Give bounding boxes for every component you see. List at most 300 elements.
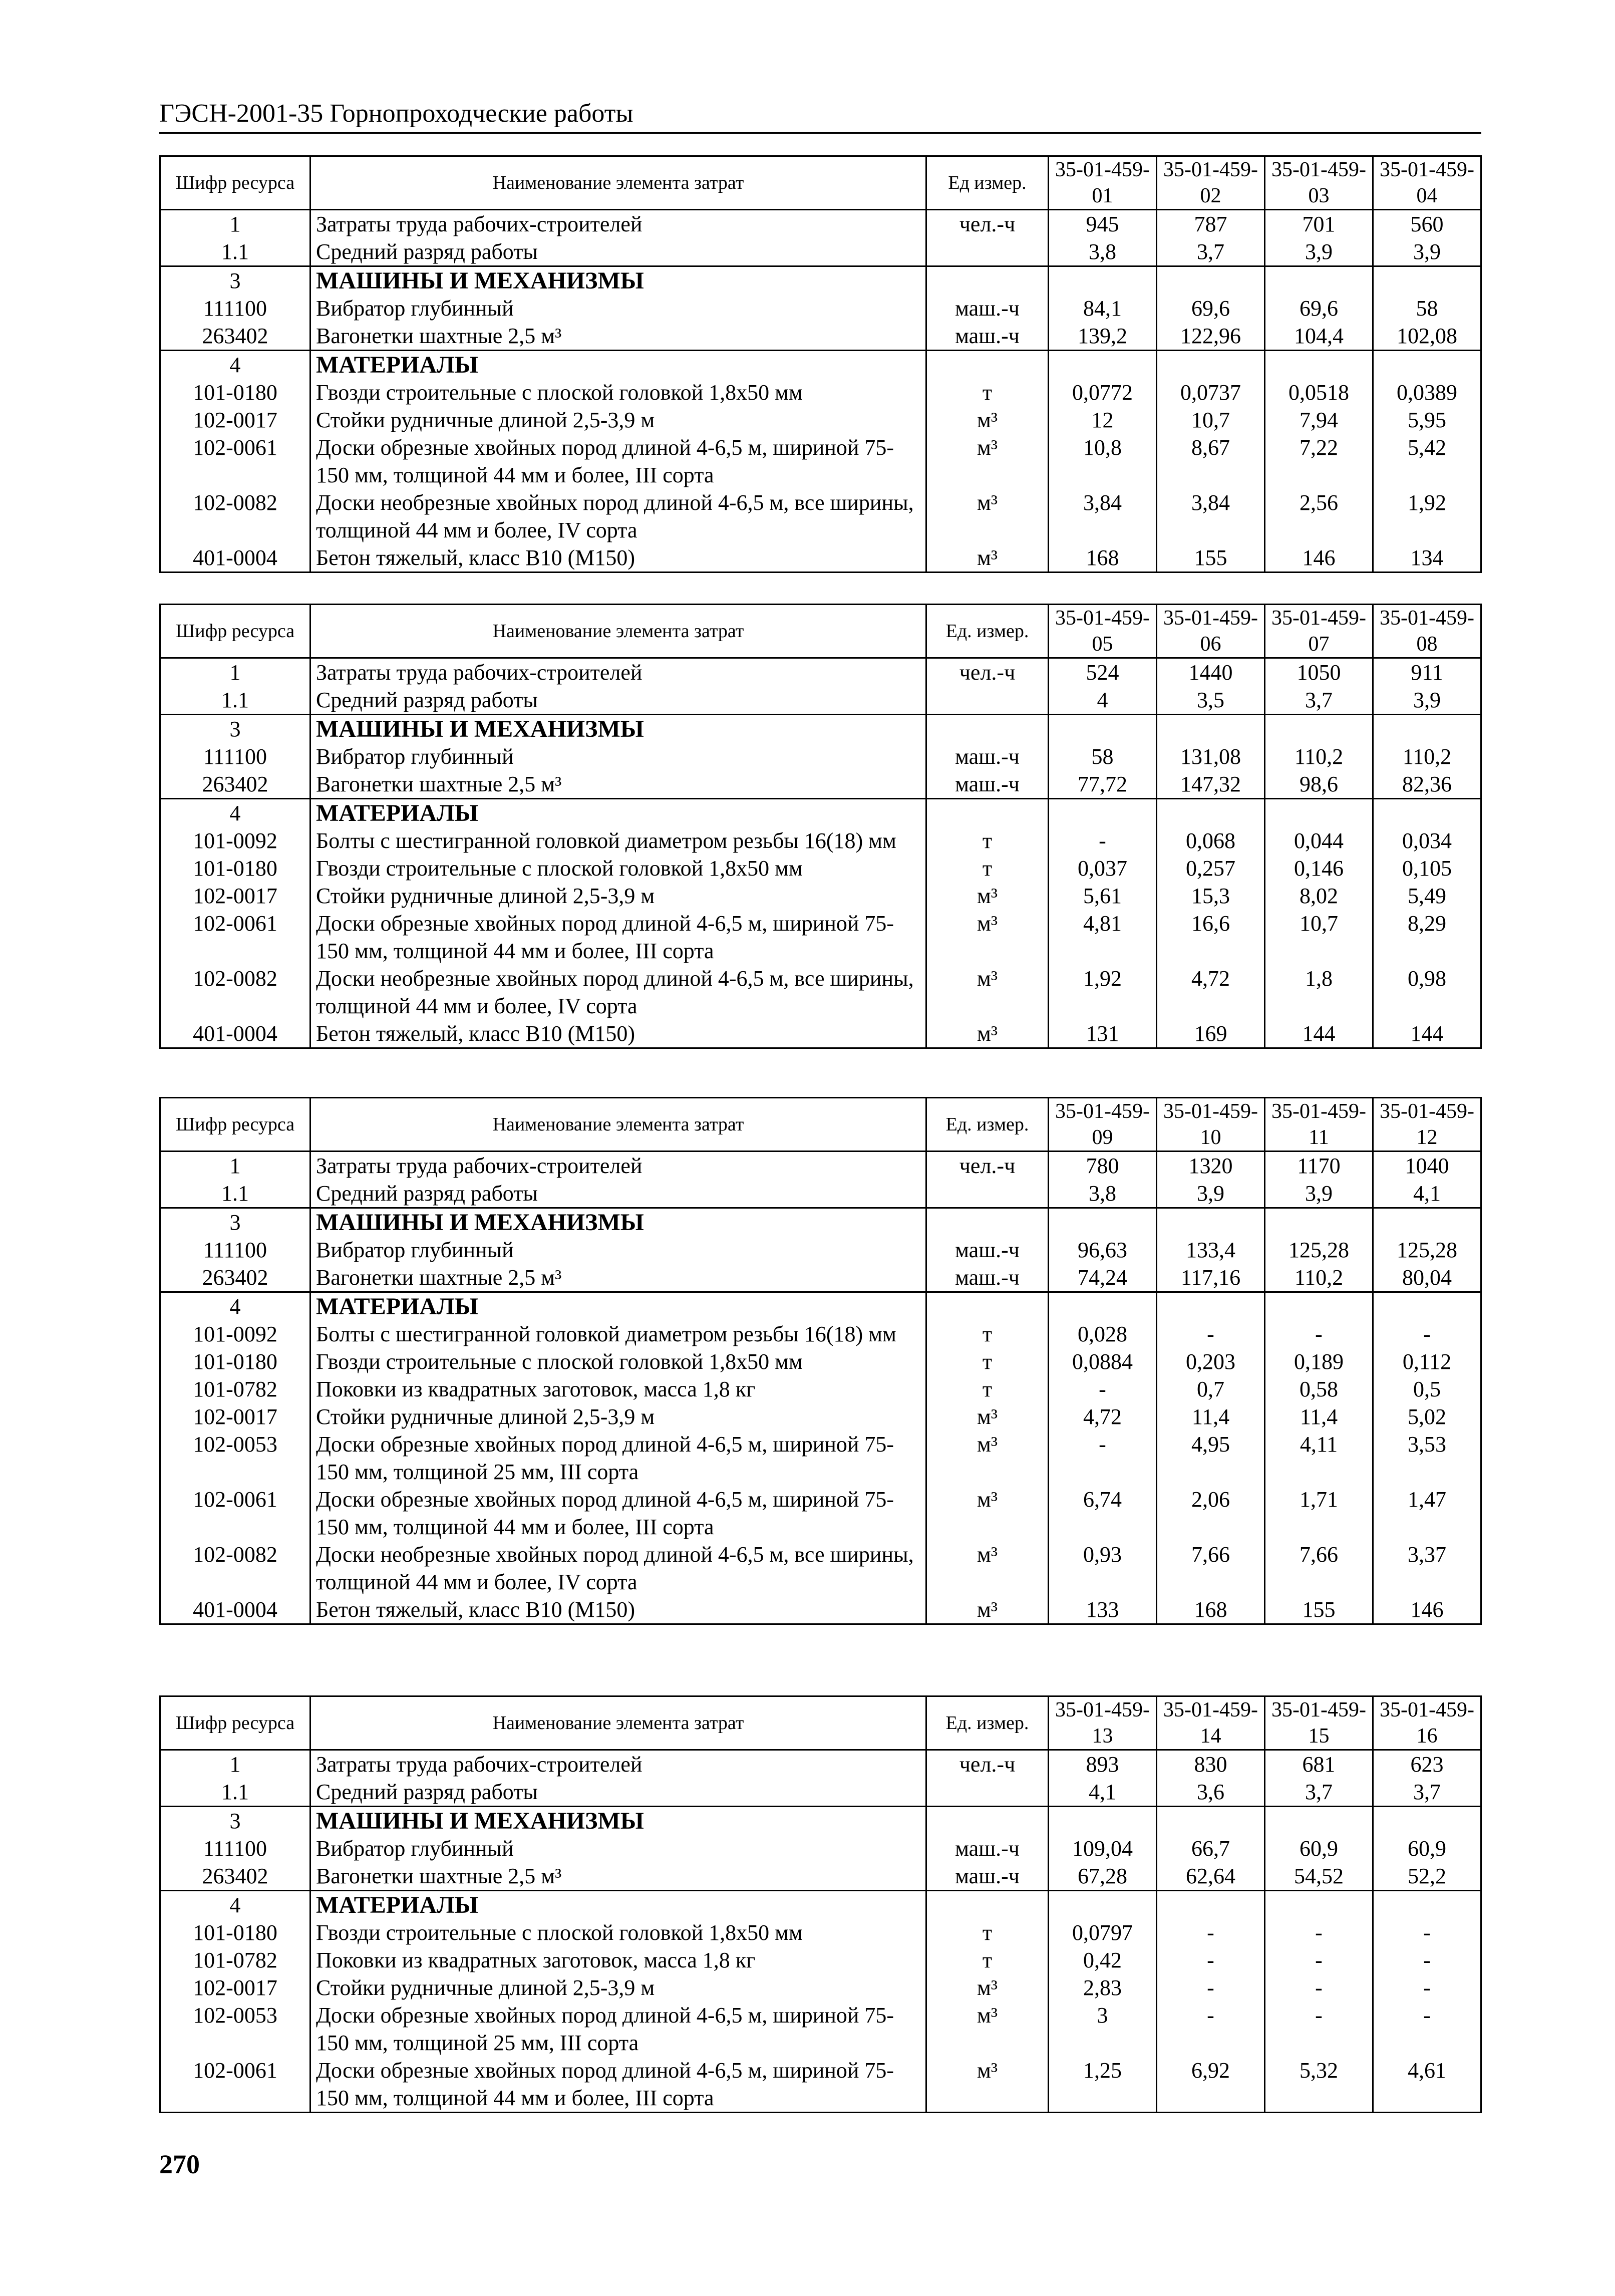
section-row xyxy=(160,799,1481,827)
resource-table-1 xyxy=(159,155,1482,573)
table-body xyxy=(160,1152,1481,1624)
unit-cell: м³ xyxy=(926,2001,1049,2057)
value-cell: 98,6 xyxy=(1265,770,1373,799)
resource-code: 3 xyxy=(160,1807,310,1835)
table-row xyxy=(160,1152,1481,1180)
resource-name: Доски обрезные хвойных пород длиной 4-6,5 м, шириной 75-150 мм, толщиной 44 мм и более, III сорта xyxy=(310,1486,926,1541)
resource-code: 111100 xyxy=(160,1236,310,1264)
value-cell: 0,203 xyxy=(1157,1348,1265,1375)
value-cell: 60,9 xyxy=(1265,1835,1373,1862)
value-cell: 0,0518 xyxy=(1265,379,1373,406)
table-row xyxy=(160,910,1481,965)
table-row xyxy=(160,1541,1481,1596)
value-cell: 0,146 xyxy=(1265,854,1373,882)
value-cell xyxy=(1049,1891,1157,1919)
unit-cell: маш.-ч xyxy=(926,770,1049,799)
unit-cell: т xyxy=(926,1320,1049,1348)
value-cell: 125,28 xyxy=(1265,1236,1373,1264)
column-header-unit: Ед измер. xyxy=(926,156,1049,210)
value-cell: 3,8 xyxy=(1049,1180,1157,1208)
unit-cell: маш.-ч xyxy=(926,1835,1049,1862)
section-title: МАТЕРИАЛЫ xyxy=(310,1292,926,1321)
unit-cell: т xyxy=(926,854,1049,882)
value-cell: 168 xyxy=(1157,1596,1265,1624)
value-cell: 110,2 xyxy=(1265,1264,1373,1292)
resource-name: Поковки из квадратных заготовок, масса 1,8 кг xyxy=(310,1375,926,1403)
table-row xyxy=(160,827,1481,854)
value-cell: 147,32 xyxy=(1157,770,1265,799)
resource-code: 3 xyxy=(160,1208,310,1237)
value-cell: 2,83 xyxy=(1049,1974,1157,2001)
unit-cell: м³ xyxy=(926,1430,1049,1486)
unit-cell: м³ xyxy=(926,965,1049,1020)
unit-cell: м³ xyxy=(926,406,1049,434)
resource-name: Стойки рудничные длиной 2,5-3,9 м xyxy=(310,406,926,434)
value-cell: 701 xyxy=(1265,210,1373,238)
section-row xyxy=(160,351,1481,379)
value-cell xyxy=(1373,351,1481,379)
value-cell: 3,6 xyxy=(1157,1778,1265,1807)
value-cell xyxy=(1049,1208,1157,1237)
resource-code: 101-0092 xyxy=(160,1320,310,1348)
resource-name: Вибратор глубинный xyxy=(310,1236,926,1264)
unit-cell: м³ xyxy=(926,1596,1049,1624)
value-cell: 911 xyxy=(1373,658,1481,687)
value-cell: 109,04 xyxy=(1049,1835,1157,1862)
resource-name: Болты с шестигранной головкой диаметром резьбы 16(18) мм xyxy=(310,827,926,854)
resource-code: 102-0017 xyxy=(160,406,310,434)
value-cell: 5,32 xyxy=(1265,2057,1373,2113)
unit-cell: чел.-ч xyxy=(926,210,1049,238)
column-header-code: Шифр ресурса xyxy=(160,1696,310,1750)
table-row xyxy=(160,1596,1481,1624)
value-cell: - xyxy=(1373,1946,1481,1974)
value-cell xyxy=(1265,799,1373,827)
value-cell xyxy=(1157,1208,1265,1237)
table-row xyxy=(160,1320,1481,1348)
value-cell: - xyxy=(1049,1430,1157,1486)
unit-cell: т xyxy=(926,1919,1049,1946)
value-cell: 4,1 xyxy=(1049,1778,1157,1807)
unit-cell: маш.-ч xyxy=(926,1264,1049,1292)
unit-cell: м³ xyxy=(926,434,1049,489)
value-cell: 0,068 xyxy=(1157,827,1265,854)
column-header-norm-code: 35-01-459-04 xyxy=(1373,156,1481,210)
resource-name: Доски обрезные хвойных пород длиной 4-6,5 м, шириной 75-150 мм, толщиной 44 мм и более, III сорта xyxy=(310,910,926,965)
unit-cell xyxy=(926,266,1049,295)
value-cell: 3,9 xyxy=(1373,686,1481,715)
resource-code: 1.1 xyxy=(160,1180,310,1208)
value-cell xyxy=(1049,799,1157,827)
value-cell: 0,7 xyxy=(1157,1375,1265,1403)
resource-name: Средний разряд работы xyxy=(310,1180,926,1208)
resource-code: 102-0061 xyxy=(160,434,310,489)
value-cell: 5,95 xyxy=(1373,406,1481,434)
resource-code: 3 xyxy=(160,715,310,743)
value-cell: 0,98 xyxy=(1373,965,1481,1020)
value-cell xyxy=(1157,1891,1265,1919)
value-cell: 66,7 xyxy=(1157,1835,1265,1862)
resource-code: 101-0092 xyxy=(160,827,310,854)
document-title: ГЭСН-2001-35 Горнопроходческие работы xyxy=(159,99,633,128)
header-row xyxy=(160,1696,1481,1750)
table-row xyxy=(160,1020,1481,1048)
value-cell: 6,74 xyxy=(1049,1486,1157,1541)
table-row xyxy=(160,238,1481,266)
value-cell: 0,93 xyxy=(1049,1541,1157,1596)
header-row xyxy=(160,1098,1481,1152)
resource-name: Затраты труда рабочих-строителей xyxy=(310,210,926,238)
unit-cell: м³ xyxy=(926,882,1049,910)
column-header-code: Шифр ресурса xyxy=(160,156,310,210)
resource-name: Затраты труда рабочих-строителей xyxy=(310,1750,926,1779)
unit-cell: м³ xyxy=(926,1541,1049,1596)
value-cell: - xyxy=(1373,1320,1481,1348)
value-cell: 102,08 xyxy=(1373,322,1481,351)
resource-code: 4 xyxy=(160,351,310,379)
table-row xyxy=(160,1348,1481,1375)
value-cell: 5,61 xyxy=(1049,882,1157,910)
table-row xyxy=(160,1375,1481,1403)
value-cell: 1320 xyxy=(1157,1152,1265,1180)
resource-code: 102-0017 xyxy=(160,1974,310,2001)
value-cell: 11,4 xyxy=(1265,1403,1373,1430)
resource-code: 102-0061 xyxy=(160,2057,310,2113)
value-cell: 3,53 xyxy=(1373,1430,1481,1486)
value-cell: 67,28 xyxy=(1049,1862,1157,1891)
value-cell: 681 xyxy=(1265,1750,1373,1779)
value-cell: 168 xyxy=(1049,544,1157,572)
resource-code: 263402 xyxy=(160,770,310,799)
value-cell: 0,42 xyxy=(1049,1946,1157,1974)
resource-code: 102-0017 xyxy=(160,1403,310,1430)
value-cell: 8,67 xyxy=(1157,434,1265,489)
column-header-unit: Ед. измер. xyxy=(926,1696,1049,1750)
value-cell: 2,06 xyxy=(1157,1486,1265,1541)
table-row xyxy=(160,1486,1481,1541)
value-cell: 893 xyxy=(1049,1750,1157,1779)
table-body xyxy=(160,1750,1481,2113)
resource-code: 101-0782 xyxy=(160,1375,310,1403)
value-cell: 117,16 xyxy=(1157,1264,1265,1292)
value-cell: - xyxy=(1157,1320,1265,1348)
resource-code: 111100 xyxy=(160,1835,310,1862)
unit-cell xyxy=(926,1208,1049,1237)
value-cell: 3,9 xyxy=(1373,238,1481,266)
value-cell: 77,72 xyxy=(1049,770,1157,799)
value-cell xyxy=(1373,1208,1481,1237)
value-cell: 1050 xyxy=(1265,658,1373,687)
value-cell: 4,95 xyxy=(1157,1430,1265,1486)
value-cell: 54,52 xyxy=(1265,1862,1373,1891)
value-cell: 3,8 xyxy=(1049,238,1157,266)
page-header xyxy=(159,98,1481,134)
value-cell: 125,28 xyxy=(1373,1236,1481,1264)
value-cell: 3,37 xyxy=(1373,1541,1481,1596)
unit-cell: чел.-ч xyxy=(926,1152,1049,1180)
value-cell: 0,0737 xyxy=(1157,379,1265,406)
section-title: МАШИНЫ И МЕХАНИЗМЫ xyxy=(310,715,926,743)
value-cell: 4,1 xyxy=(1373,1180,1481,1208)
resource-name: Гвозди строительные с плоской головкой 1,8х50 мм xyxy=(310,1348,926,1375)
section-row xyxy=(160,266,1481,295)
value-cell: 8,02 xyxy=(1265,882,1373,910)
value-cell: 560 xyxy=(1373,210,1481,238)
resource-code: 263402 xyxy=(160,1862,310,1891)
resource-code: 111100 xyxy=(160,295,310,322)
value-cell: 3,7 xyxy=(1373,1778,1481,1807)
value-cell: 4,61 xyxy=(1373,2057,1481,2113)
table-row xyxy=(160,1180,1481,1208)
page-number: 270 xyxy=(159,2149,200,2179)
resource-name: Вагонетки шахтные 2,5 м³ xyxy=(310,1264,926,1292)
value-cell xyxy=(1265,266,1373,295)
value-cell: 4,11 xyxy=(1265,1430,1373,1486)
resource-name: Затраты труда рабочих-строителей xyxy=(310,658,926,687)
table-header xyxy=(160,605,1481,658)
value-cell: 0,112 xyxy=(1373,1348,1481,1375)
column-header-norm-code: 35-01-459-06 xyxy=(1157,605,1265,658)
table-row xyxy=(160,1750,1481,1779)
value-cell xyxy=(1157,266,1265,295)
value-cell xyxy=(1373,1891,1481,1919)
value-cell: 74,24 xyxy=(1049,1264,1157,1292)
column-header-norm-code: 35-01-459-16 xyxy=(1373,1696,1481,1750)
value-cell: 15,3 xyxy=(1157,882,1265,910)
unit-cell: м³ xyxy=(926,910,1049,965)
column-header-name: Наименование элемента затрат xyxy=(310,1696,926,1750)
table-row xyxy=(160,406,1481,434)
unit-cell: маш.-ч xyxy=(926,322,1049,351)
value-cell: 787 xyxy=(1157,210,1265,238)
table-row xyxy=(160,854,1481,882)
table-header xyxy=(160,1098,1481,1152)
table-row xyxy=(160,1236,1481,1264)
resource-code: 102-0082 xyxy=(160,965,310,1020)
resource-code: 102-0061 xyxy=(160,910,310,965)
value-cell: - xyxy=(1373,2001,1481,2057)
value-cell: - xyxy=(1373,1919,1481,1946)
resource-code: 101-0782 xyxy=(160,1946,310,1974)
value-cell xyxy=(1157,1292,1265,1321)
table-row xyxy=(160,210,1481,238)
value-cell: 3,7 xyxy=(1265,1778,1373,1807)
value-cell: 6,92 xyxy=(1157,2057,1265,2113)
unit-cell xyxy=(926,1778,1049,1807)
table-row xyxy=(160,295,1481,322)
resource-name: Стойки рудничные длиной 2,5-3,9 м xyxy=(310,1974,926,2001)
unit-cell: маш.-ч xyxy=(926,1236,1049,1264)
value-cell: 1,71 xyxy=(1265,1486,1373,1541)
unit-cell xyxy=(926,351,1049,379)
value-cell: 4 xyxy=(1049,686,1157,715)
value-cell: 131 xyxy=(1049,1020,1157,1048)
resource-name: Болты с шестигранной головкой диаметром резьбы 16(18) мм xyxy=(310,1320,926,1348)
unit-cell xyxy=(926,715,1049,743)
resource-code: 101-0180 xyxy=(160,379,310,406)
value-cell: 52,2 xyxy=(1373,1862,1481,1891)
unit-cell: т xyxy=(926,379,1049,406)
resource-code: 3 xyxy=(160,266,310,295)
value-cell: - xyxy=(1265,1919,1373,1946)
table-row xyxy=(160,2001,1481,2057)
value-cell xyxy=(1049,1292,1157,1321)
value-cell: - xyxy=(1049,827,1157,854)
table-row xyxy=(160,965,1481,1020)
column-header-code: Шифр ресурса xyxy=(160,1098,310,1152)
table-row xyxy=(160,1403,1481,1430)
resource-code: 401-0004 xyxy=(160,544,310,572)
value-cell: - xyxy=(1049,1375,1157,1403)
table-row xyxy=(160,882,1481,910)
value-cell: 122,96 xyxy=(1157,322,1265,351)
resource-table-2 xyxy=(159,604,1482,1049)
unit-cell: маш.-ч xyxy=(926,295,1049,322)
value-cell: 780 xyxy=(1049,1152,1157,1180)
value-cell xyxy=(1157,1807,1265,1835)
table-row xyxy=(160,686,1481,715)
value-cell: 1170 xyxy=(1265,1152,1373,1180)
resource-name: Доски необрезные хвойных пород длиной 4-6,5 м, все ширины, толщиной 44 мм и более, IV сорта xyxy=(310,489,926,544)
value-cell: 623 xyxy=(1373,1750,1481,1779)
value-cell: 7,66 xyxy=(1265,1541,1373,1596)
unit-cell: т xyxy=(926,1375,1049,1403)
resource-code: 1 xyxy=(160,1750,310,1779)
resource-code: 263402 xyxy=(160,1264,310,1292)
section-row xyxy=(160,715,1481,743)
value-cell xyxy=(1373,266,1481,295)
value-cell: 10,8 xyxy=(1049,434,1157,489)
unit-cell: маш.-ч xyxy=(926,1862,1049,1891)
column-header-norm-code: 35-01-459-15 xyxy=(1265,1696,1373,1750)
table-body xyxy=(160,210,1481,572)
value-cell: 3,84 xyxy=(1157,489,1265,544)
value-cell: 0,257 xyxy=(1157,854,1265,882)
resource-code: 4 xyxy=(160,1292,310,1321)
value-cell: 0,0797 xyxy=(1049,1919,1157,1946)
value-cell: 10,7 xyxy=(1157,406,1265,434)
resource-name: Гвозди строительные с плоской головкой 1,8х50 мм xyxy=(310,854,926,882)
resource-name: Затраты труда рабочих-строителей xyxy=(310,1152,926,1180)
value-cell: 1,8 xyxy=(1265,965,1373,1020)
unit-cell xyxy=(926,1807,1049,1835)
resource-code: 102-0053 xyxy=(160,2001,310,2057)
table-row xyxy=(160,1919,1481,1946)
value-cell xyxy=(1157,715,1265,743)
resource-code: 401-0004 xyxy=(160,1596,310,1624)
value-cell xyxy=(1265,351,1373,379)
value-cell: 7,22 xyxy=(1265,434,1373,489)
table-row xyxy=(160,1974,1481,2001)
section-row xyxy=(160,1208,1481,1237)
column-header-norm-code: 35-01-459-01 xyxy=(1049,156,1157,210)
column-header-norm-code: 35-01-459-07 xyxy=(1265,605,1373,658)
resource-code: 1 xyxy=(160,658,310,687)
unit-cell xyxy=(926,799,1049,827)
resource-name: Вагонетки шахтные 2,5 м³ xyxy=(310,1862,926,1891)
value-cell: 69,6 xyxy=(1265,295,1373,322)
resource-code: 101-0180 xyxy=(160,854,310,882)
unit-cell: чел.-ч xyxy=(926,1750,1049,1779)
unit-cell xyxy=(926,1180,1049,1208)
unit-cell xyxy=(926,1292,1049,1321)
resource-code: 102-0017 xyxy=(160,882,310,910)
value-cell: 3,9 xyxy=(1265,1180,1373,1208)
value-cell: 96,63 xyxy=(1049,1236,1157,1264)
resource-code: 101-0180 xyxy=(160,1919,310,1946)
column-header-norm-code: 35-01-459-09 xyxy=(1049,1098,1157,1152)
column-header-norm-code: 35-01-459-14 xyxy=(1157,1696,1265,1750)
value-cell xyxy=(1049,266,1157,295)
unit-cell xyxy=(926,686,1049,715)
resource-code: 1.1 xyxy=(160,686,310,715)
resource-name: Доски необрезные хвойных пород длиной 4-6,5 м, все ширины, толщиной 44 мм и более, IV сорта xyxy=(310,1541,926,1596)
value-cell: 144 xyxy=(1373,1020,1481,1048)
section-title: МАТЕРИАЛЫ xyxy=(310,799,926,827)
table-row xyxy=(160,743,1481,770)
resource-code: 4 xyxy=(160,799,310,827)
value-cell: 1,92 xyxy=(1373,489,1481,544)
value-cell: 3,9 xyxy=(1265,238,1373,266)
value-cell: 3 xyxy=(1049,2001,1157,2057)
resource-name: Доски необрезные хвойных пород длиной 4-6,5 м, все ширины, толщиной 44 мм и более, IV сорта xyxy=(310,965,926,1020)
value-cell: 133 xyxy=(1049,1596,1157,1624)
section-title: МАШИНЫ И МЕХАНИЗМЫ xyxy=(310,266,926,295)
resource-name: Вагонетки шахтные 2,5 м³ xyxy=(310,322,926,351)
value-cell: 3,5 xyxy=(1157,686,1265,715)
value-cell xyxy=(1265,1807,1373,1835)
unit-cell: м³ xyxy=(926,2057,1049,2113)
header-row xyxy=(160,156,1481,210)
resource-code: 4 xyxy=(160,1891,310,1919)
value-cell: 16,6 xyxy=(1157,910,1265,965)
value-cell: 945 xyxy=(1049,210,1157,238)
resource-name: Доски обрезные хвойных пород длиной 4-6,5 м, шириной 75-150 мм, толщиной 44 мм и более, III сорта xyxy=(310,434,926,489)
column-header-unit: Ед. измер. xyxy=(926,1098,1049,1152)
value-cell: 146 xyxy=(1373,1596,1481,1624)
value-cell: - xyxy=(1265,1946,1373,1974)
value-cell: 1,92 xyxy=(1049,965,1157,1020)
table-header xyxy=(160,156,1481,210)
value-cell: 155 xyxy=(1157,544,1265,572)
resource-code: 263402 xyxy=(160,322,310,351)
unit-cell: т xyxy=(926,827,1049,854)
value-cell: 110,2 xyxy=(1265,743,1373,770)
table-body xyxy=(160,658,1481,1048)
resource-name: Доски обрезные хвойных пород длиной 4-6,5 м, шириной 75-150 мм, толщиной 25 мм, III сорта xyxy=(310,1430,926,1486)
value-cell: 0,034 xyxy=(1373,827,1481,854)
value-cell: 80,04 xyxy=(1373,1264,1481,1292)
section-title: МАШИНЫ И МЕХАНИЗМЫ xyxy=(310,1208,926,1237)
header-row xyxy=(160,605,1481,658)
value-cell: 4,72 xyxy=(1049,1403,1157,1430)
value-cell: - xyxy=(1157,2001,1265,2057)
value-cell: 84,1 xyxy=(1049,295,1157,322)
value-cell xyxy=(1373,1807,1481,1835)
table-row xyxy=(160,489,1481,544)
resource-code: 1.1 xyxy=(160,238,310,266)
unit-cell: т xyxy=(926,1348,1049,1375)
value-cell: 0,189 xyxy=(1265,1348,1373,1375)
unit-cell: т xyxy=(926,1946,1049,1974)
section-title: МАШИНЫ И МЕХАНИЗМЫ xyxy=(310,1807,926,1835)
section-title: МАТЕРИАЛЫ xyxy=(310,1891,926,1919)
value-cell: 5,42 xyxy=(1373,434,1481,489)
value-cell: 0,037 xyxy=(1049,854,1157,882)
resource-code: 101-0180 xyxy=(160,1348,310,1375)
resource-table-4 xyxy=(159,1695,1482,2113)
value-cell: - xyxy=(1157,1946,1265,1974)
